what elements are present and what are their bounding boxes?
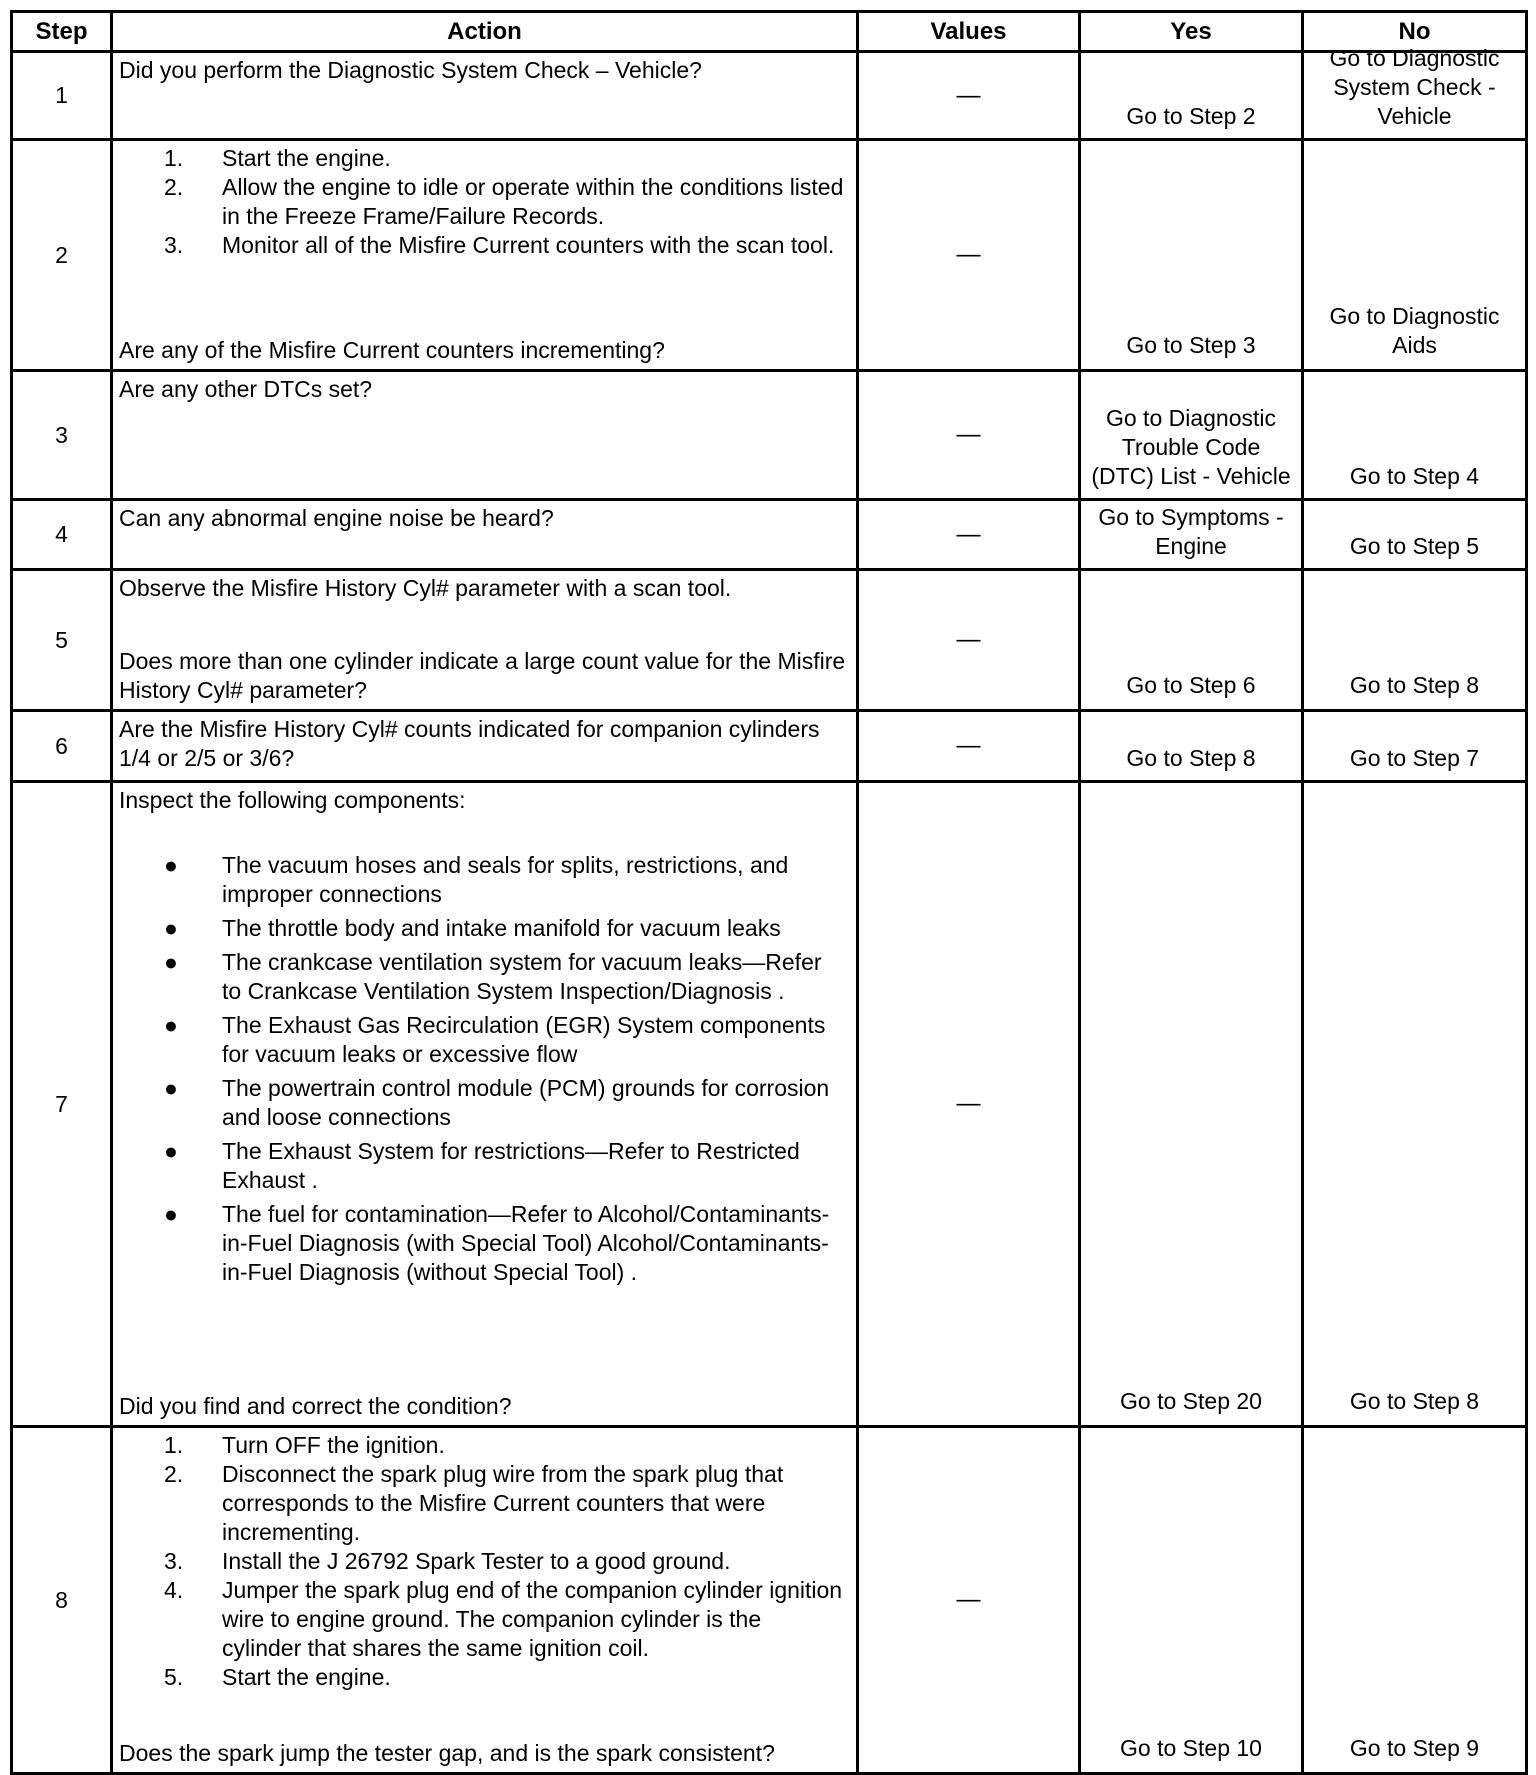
values-cell: —: [858, 140, 1080, 371]
values-cell: —: [858, 371, 1080, 500]
list-item: 2. Allow the engine to idle or operate within the conditions listed in the Freeze Frame/Failure Records.: [164, 174, 844, 229]
step-number: 5: [12, 570, 112, 711]
yes-cell: [1080, 782, 1303, 1427]
step-number: 8: [12, 1427, 112, 1774]
action-cell: [112, 500, 858, 570]
list-item: 1. Start the engine.: [164, 145, 391, 171]
action-cell: [112, 1427, 858, 1774]
no-link[interactable]: Go to Step 8: [1349, 672, 1480, 698]
step-number: 2: [12, 140, 112, 371]
yes-cell: [1080, 1427, 1303, 1774]
no-cell: [1303, 140, 1527, 371]
table-row: [12, 711, 1527, 782]
step-number: 4: [12, 500, 112, 570]
list-item: ● The vacuum hoses and seals for splits, restrictions, and improper connections: [119, 851, 846, 909]
table-row: [12, 500, 1527, 570]
step-number: 3: [12, 371, 112, 500]
diagnostic-table: [10, 10, 1528, 1775]
list-item: ● The throttle body and intake manifold for vacuum leaks: [119, 914, 846, 943]
list-item: ● The crankcase ventilation system for vacuum leaks—Refer to Crankcase Ventilation System Inspection/Diagnosis .: [119, 948, 846, 1006]
table-row: [12, 140, 1527, 371]
no-link[interactable]: Go to Diagnostic Aids: [1329, 303, 1500, 358]
step-number: 1: [12, 52, 112, 140]
list-item: 3. Install the J 26792 Spark Tester to a good ground.: [164, 1548, 731, 1574]
no-cell: [1303, 1427, 1527, 1774]
bullet-icon: ●: [164, 915, 178, 941]
values-cell: —: [858, 570, 1080, 711]
yes-link[interactable]: Go to Diagnostic Trouble Code (DTC) List - Vehicle: [1091, 405, 1291, 489]
yes-cell: [1080, 52, 1303, 140]
yes-link[interactable]: Go to Step 8: [1126, 745, 1256, 771]
action-cell: [112, 782, 858, 1427]
no-link[interactable]: Go to Step 7: [1349, 745, 1480, 771]
header-values: Values: [858, 12, 1080, 52]
action-question: Does the spark jump the tester gap, and is the spark consistent?: [119, 1740, 775, 1766]
no-link[interactable]: Go to Diagnostic System Check - Vehicle: [1329, 45, 1500, 129]
action-cell: [112, 140, 858, 371]
header-step: Step: [12, 12, 112, 52]
list-item: ● The fuel for contamination—Refer to Alcohol/Contaminants-in-Fuel Diagnosis (with Special Tool) Alcohol/Contaminants-in-Fuel Diagnosis (without Special Tool) .: [119, 1200, 846, 1287]
no-cell: [1303, 371, 1527, 500]
no-cell: [1303, 711, 1527, 782]
yes-cell: [1080, 140, 1303, 371]
yes-link[interactable]: Go to Step 2: [1126, 103, 1256, 129]
header-action: Action: [112, 12, 858, 52]
table-row: [12, 570, 1527, 711]
no-link[interactable]: Go to Step 4: [1349, 463, 1480, 489]
step-number: 7: [12, 782, 112, 1427]
list-item: 5. Start the engine.: [164, 1664, 391, 1690]
action-question: Does more than one cylinder indicate a large count value for the Misfire History Cyl# parameter?: [119, 648, 846, 703]
bullet-icon: ●: [164, 1075, 178, 1101]
table-row: [12, 1427, 1527, 1774]
list-item: ● The Exhaust Gas Recirculation (EGR) System components for vacuum leaks or excessive flow: [119, 1011, 846, 1069]
action-question: Did you perform the Diagnostic System Check – Vehicle?: [119, 57, 702, 83]
bullet-icon: ●: [164, 1012, 178, 1038]
values-cell: —: [858, 1427, 1080, 1774]
action-question: Did you find and correct the condition?: [119, 1393, 512, 1419]
bullet-icon: ●: [164, 1138, 178, 1164]
no-cell: [1303, 570, 1527, 711]
list-item: 1. Turn OFF the ignition.: [164, 1432, 445, 1458]
action-cell: [112, 711, 858, 782]
action-question: Are any of the Misfire Current counters incrementing?: [119, 337, 665, 363]
list-item: 2. Disconnect the spark plug wire from the spark plug that corresponds to the Misfire Current counters that were incrementing.: [164, 1461, 784, 1545]
yes-cell: [1080, 371, 1303, 500]
no-cell: [1303, 500, 1527, 570]
no-cell: [1303, 45, 1527, 140]
yes-link[interactable]: Go to Symptoms - Engine: [1098, 504, 1284, 559]
yes-link[interactable]: Go to Step 6: [1126, 672, 1256, 698]
action-question: Can any abnormal engine noise be heard?: [119, 505, 554, 531]
no-link[interactable]: Go to Step 9: [1349, 1735, 1480, 1761]
values-cell: —: [858, 500, 1080, 570]
yes-link[interactable]: Go to Step 10: [1120, 1735, 1262, 1761]
table-row: [12, 52, 1527, 140]
table-row: [12, 782, 1527, 1427]
action-cell: [112, 371, 858, 500]
step-number: 6: [12, 711, 112, 782]
action-question: Are the Misfire History Cyl# counts indicated for companion cylinders 1/4 or 2/5 or 3/6?: [119, 716, 820, 771]
action-cell: [112, 570, 858, 711]
yes-cell: [1080, 500, 1303, 570]
no-link[interactable]: Go to Step 5: [1349, 533, 1480, 559]
yes-cell: [1080, 711, 1303, 782]
no-link[interactable]: Go to Step 8: [1349, 1388, 1480, 1414]
header-yes: Yes: [1080, 12, 1303, 52]
header-row: [12, 12, 1527, 52]
bullet-icon: ●: [164, 852, 178, 878]
yes-link[interactable]: Go to Step 20: [1120, 1388, 1262, 1414]
no-cell: [1303, 782, 1527, 1427]
table-row: [12, 371, 1527, 500]
header-no: No: [1303, 12, 1527, 52]
list-item: ● The Exhaust System for restrictions—Refer to Restricted Exhaust .: [119, 1137, 846, 1195]
yes-cell: [1080, 570, 1303, 711]
list-item: ● The powertrain control module (PCM) grounds for corrosion and loose connections: [119, 1074, 846, 1132]
yes-link[interactable]: Go to Step 3: [1126, 332, 1256, 358]
values-cell: —: [858, 711, 1080, 782]
action-intro: Inspect the following components:: [119, 787, 466, 813]
action-cell: [112, 52, 858, 140]
values-cell: —: [858, 52, 1080, 140]
bullet-icon: ●: [164, 1201, 178, 1227]
list-item: 3. Monitor all of the Misfire Current counters with the scan tool.: [164, 232, 835, 258]
bullet-icon: ●: [164, 949, 178, 975]
action-intro: Observe the Misfire History Cyl# parameter with a scan tool.: [119, 575, 732, 601]
values-cell: —: [858, 782, 1080, 1427]
action-question: Are any other DTCs set?: [119, 376, 373, 402]
list-item: 4. Jumper the spark plug end of the companion cylinder ignition wire to engine ground. The companion cylinder is the cylinder that shares the same ignition coil.: [164, 1577, 843, 1661]
